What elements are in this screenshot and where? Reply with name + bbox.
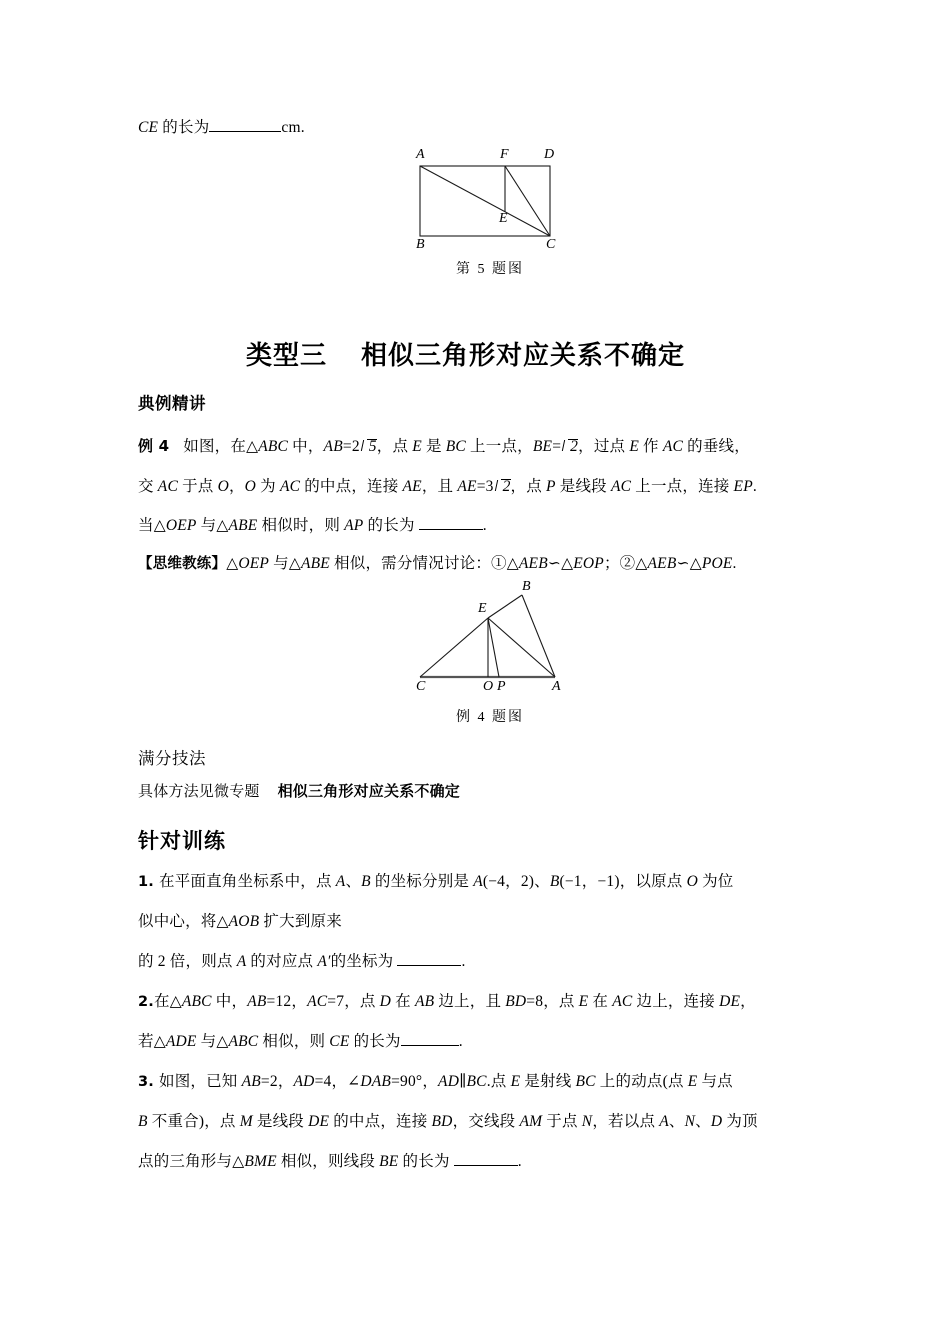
e4l2-i3: O [244, 478, 257, 495]
figure-4-label-O: O [483, 679, 494, 694]
p1l1-t5: (−1，−1)，以原点 [559, 873, 687, 890]
practice-2-number: 2. [138, 994, 154, 1010]
p3l2-t10: 为顶 [722, 1113, 758, 1130]
p3l2-i5: AM [519, 1113, 543, 1130]
p1l3-t1: 的 2 倍，则点 [138, 953, 237, 970]
p3l2-t3: 是线段 [252, 1113, 309, 1130]
practice-1-line-1 [138, 874, 733, 890]
practice-2-line-1 [138, 994, 756, 1010]
e4l1-i3: E [412, 438, 422, 455]
p1l1-t3: 的坐标分别是 [370, 873, 474, 890]
coach-t3: 相似，需分情况讨论：①△ [329, 555, 519, 572]
p2l2-t1: 若△ [138, 1033, 166, 1050]
p1l3-i2: A′ [317, 953, 331, 970]
e4l3-i3: AP [344, 517, 364, 534]
coach-t5: ；②△ [603, 555, 648, 572]
p3l1-i4: AD [438, 1073, 460, 1090]
figure-4-label-E: E [478, 601, 487, 616]
section-zhendui-xunlian: 针对训练 [138, 829, 226, 853]
e4l1-t10: 的垂线， [683, 438, 750, 455]
p3l2-i7: A [659, 1113, 669, 1130]
p3l2-t2: 不重合)，点 [147, 1113, 240, 1130]
p1l1-i5: O [686, 873, 698, 890]
coach-t1: △ [226, 555, 239, 572]
answer-blank [397, 965, 461, 966]
e4l3-t5: . [482, 517, 487, 534]
practice-1-line-2 [138, 914, 342, 930]
p3l1-i5: BC [466, 1073, 487, 1090]
figure-5-label-C: C [546, 237, 556, 252]
p3l1-t2: =2， [260, 1073, 294, 1090]
e4l3-i1: OEP [165, 517, 197, 534]
p2l1-t2: 中， [211, 993, 248, 1010]
p3l3-t4: . [517, 1153, 522, 1170]
practice-1-line-3 [138, 954, 466, 970]
practice-3-number: 3. [138, 1074, 154, 1090]
p1l3-t2: 的对应点 [246, 953, 318, 970]
e4l2-i8: AC [610, 478, 632, 495]
manfen-body-title: 相似三角形对应关系不确定 [277, 782, 461, 800]
e4l2-t1: 交 [138, 478, 158, 495]
figure-4-caption: 例 4 题图 [456, 710, 524, 725]
e4l2-t6: ，且 [421, 478, 458, 495]
figure-5-label-A: A [416, 147, 425, 162]
p3l1-t9: 与点 [697, 1073, 733, 1090]
p2l1-i4: D [379, 993, 392, 1010]
p3l1-t4: =90°， [391, 1073, 439, 1090]
p2l1-i1: ABC [181, 993, 212, 1010]
p3l2-i4: BD [431, 1113, 453, 1130]
p3l2-t5: ，交线段 [452, 1113, 520, 1130]
coach-i6: POE [701, 555, 733, 572]
p2l1-t9: 边上，连接 [632, 993, 720, 1010]
e4l1-i5: BE [532, 438, 553, 455]
e4l3-t1: 当△ [138, 517, 166, 534]
p3l2-i1: B [138, 1113, 148, 1130]
e4l1-t9: 作 [638, 438, 663, 455]
e4l3-t2: 与△ [196, 517, 229, 534]
coach-i1: OEP [238, 555, 270, 572]
q5-text-before: 的长为 [158, 119, 210, 136]
p3l2-t4: 的中点，连接 [329, 1113, 432, 1130]
answer-blank [401, 1045, 459, 1046]
p1l3-t4: . [461, 953, 466, 970]
e4l2-i4: AC [279, 478, 301, 495]
p3l2-t9: 、 [695, 1113, 711, 1130]
p2l1-t8: 在 [588, 993, 613, 1010]
type-heading [246, 335, 685, 372]
type-heading-title: 相似三角形对应关系不确定 [361, 341, 686, 371]
segment-ce-label: CE [138, 119, 159, 136]
manfen-body-line [138, 784, 460, 799]
p3l3-t1: 点的三角形与△ [138, 1153, 245, 1170]
coach-i5: AEB [647, 555, 677, 572]
type-heading-index: 类型三 [246, 341, 328, 371]
figure-5-label-E: E [499, 211, 508, 226]
p3l1-i7: BC [575, 1073, 596, 1090]
p3l2-t7: ，若以点 [592, 1113, 660, 1130]
e4l2-t5: 的中点，连接 [300, 478, 403, 495]
coach-i4: EOP [573, 555, 604, 572]
p3l3-i1: BME [244, 1153, 277, 1170]
p3l1-t7: 是射线 [520, 1073, 576, 1090]
e4l2-i7: P [546, 478, 556, 495]
p2l2-i1: ADE [165, 1033, 197, 1050]
p1l1-t1: 在平面直角坐标系中，点 [159, 873, 336, 890]
p3l1-i3: DAB [360, 1073, 392, 1090]
e4l1-t4: ，点 [376, 438, 413, 455]
q5-text-after: cm. [281, 119, 305, 136]
similar-symbol-2: ∽ [676, 555, 690, 572]
p1l2-t2: 扩大到原来 [259, 913, 342, 930]
e4l3-t3: 相似时，则 [257, 517, 345, 534]
e4l1-t2: 中， [288, 438, 324, 455]
p2l1-i3: AC [307, 993, 328, 1010]
figure-5 [410, 148, 570, 256]
manfen-body-prefix: 具体方法见微专题 [138, 782, 260, 800]
e4l1-t7: = [552, 438, 562, 455]
practice-3-line-2 [138, 1114, 758, 1130]
figure-4-label-B: B [522, 579, 531, 594]
e4l1-t8: ，过点 [578, 438, 630, 455]
p2l2-t3: 相似，则 [258, 1033, 330, 1050]
e4l2-i2: O [217, 478, 229, 495]
similar-symbol-1: ∽ [547, 555, 562, 572]
e4l1-i7: AC [662, 438, 684, 455]
coach-t7: . [732, 555, 737, 572]
e4l2-t8: ，点 [510, 478, 547, 495]
example-4-coach-line [138, 556, 737, 572]
e4l2-t7: =3 [476, 478, 494, 495]
coach-t2: 与△ [269, 555, 301, 572]
sqrt-2-a [562, 438, 578, 455]
coach-t4: △ [561, 555, 574, 572]
p3l2-i2: M [239, 1113, 253, 1130]
example-4-line-1 [138, 438, 750, 455]
p2l1-t7: =8，点 [526, 993, 579, 1010]
p2l2-t2: 与△ [196, 1033, 229, 1050]
e4l2-t3: ， [228, 478, 245, 495]
p1l1-i3: A [473, 873, 483, 890]
p3l2-i3: DE [308, 1113, 330, 1130]
e4l1-t3: =2 [342, 438, 360, 455]
p1l2-t1: 似中心，将△ [138, 913, 229, 930]
e4l2-i9: EP [733, 478, 753, 495]
p3l1-i8: E [687, 1073, 698, 1090]
example-4-line-2 [138, 478, 757, 495]
e4l2-t11: . [752, 478, 757, 495]
e4l1-i4: BC [445, 438, 466, 455]
e4l2-t10: 上一点，连接 [631, 478, 734, 495]
p3l1-t5: ∥ [459, 1073, 467, 1090]
p3l2-t6: 于点 [542, 1113, 582, 1130]
p3l3-i2: BE [379, 1153, 399, 1170]
section-dianli-jingjiang: 典例精讲 [138, 394, 206, 413]
p2l1-i5: AB [414, 993, 435, 1010]
e4l1-t5: 是 [421, 438, 446, 455]
e4l1-t1: 如图，在△ [183, 438, 259, 455]
figure-4-label-A: A [552, 679, 561, 694]
p1l3-t3: 的坐标为 [330, 953, 398, 970]
figure-4 [410, 579, 570, 700]
p3l1-t3: =4，∠ [314, 1073, 361, 1090]
figure-5-label-D: D [544, 147, 555, 162]
figure-5-label-F: F [500, 147, 509, 162]
p2l1-i9: DE [719, 993, 741, 1010]
e4l2-i1: AC [157, 478, 178, 495]
practice-3-line-1 [138, 1074, 733, 1090]
e4l2-r1: 2 [502, 478, 511, 495]
e4l2-i6: AE [457, 478, 477, 495]
e4l1-t6: 上一点， [465, 438, 533, 455]
practice-3-line-3 [138, 1154, 522, 1170]
p1l2-i1: AOB [228, 913, 260, 930]
e4l1-i1: ABC [258, 438, 289, 455]
e4l1-r1: 5 [368, 438, 377, 455]
p1l1-t2: 、 [345, 873, 362, 890]
p2l2-i2: ABC [228, 1033, 259, 1050]
p3l1-t6: .点 [486, 1073, 511, 1090]
p2l2-i3: CE [329, 1033, 350, 1050]
practice-1-number: 1. [138, 874, 154, 890]
p1l1-t6: 为位 [698, 873, 734, 890]
p1l1-t4: (−4，2)、 [482, 873, 550, 890]
figure-5-caption: 第 5 题图 [456, 262, 524, 277]
p3l1-t1: 如图，已知 [159, 1073, 242, 1090]
p2l1-i2: AB [247, 993, 267, 1010]
e4l1-i6: E [629, 438, 639, 455]
e4l2-i5: AE [402, 478, 422, 495]
e4l2-t2: 于点 [178, 478, 218, 495]
p2l1-t4: =7，点 [327, 993, 380, 1010]
p2l1-t6: 边上，且 [434, 993, 506, 1010]
p3l1-t8: 上的动点(点 [595, 1073, 688, 1090]
p3l2-i8: N [684, 1113, 696, 1130]
p2l2-t5: . [458, 1033, 463, 1050]
figure-4-label-P: P [497, 679, 506, 694]
coach-t6: △ [689, 555, 702, 572]
example-4-number: 例 4 [138, 437, 170, 455]
p1l3-i1: A [236, 953, 247, 970]
question-5-tail-line [138, 120, 305, 136]
sqrt-2-b [495, 478, 511, 495]
practice-2-line-2 [138, 1034, 463, 1050]
p3l3-t2: 相似，则线段 [276, 1153, 380, 1170]
p2l1-t5: 在 [391, 993, 415, 1010]
answer-blank [209, 131, 281, 132]
p3l2-i6: N [581, 1113, 593, 1130]
coach-i3: AEB [518, 555, 548, 572]
coach-i2: ABE [300, 555, 330, 572]
e4l2-t9: 是线段 [555, 478, 611, 495]
p1l1-i4: B [549, 873, 560, 890]
e4l3-t4: 的长为 [363, 517, 419, 534]
e4l1-r2: 2 [570, 438, 579, 455]
p2l1-t10: ， [740, 993, 756, 1010]
p3l1-i6: E [510, 1073, 521, 1090]
p2l1-i8: AC [612, 993, 633, 1010]
p3l1-i2: AD [293, 1073, 315, 1090]
p3l2-i9: D [710, 1113, 723, 1130]
p1l1-i2: B [361, 873, 371, 890]
e4l3-i2: ABE [228, 517, 258, 534]
figure-4-label-C: C [416, 679, 426, 694]
answer-blank [454, 1165, 518, 1166]
section-manfen-jifa: 满分技法 [138, 749, 206, 768]
example-4-line-3 [138, 518, 487, 534]
coach-label: 【思维教练】 [138, 556, 227, 572]
p3l3-t3: 的长为 [398, 1153, 454, 1170]
figure-5-label-B: B [416, 237, 425, 252]
p2l1-i6: BD [505, 993, 527, 1010]
answer-blank [419, 529, 483, 530]
sqrt-5 [361, 438, 377, 455]
p3l2-t8: 、 [668, 1113, 685, 1130]
e4l2-t4: 为 [256, 478, 280, 495]
p2l1-i7: E [578, 993, 589, 1010]
p3l1-i1: AB [241, 1073, 261, 1090]
p1l1-i1: A [335, 873, 346, 890]
e4l1-i2: AB [323, 438, 343, 455]
p2l1-t1: 在△ [154, 993, 182, 1010]
p2l2-t4: 的长为 [349, 1033, 401, 1050]
p2l1-t3: =12， [266, 993, 308, 1010]
